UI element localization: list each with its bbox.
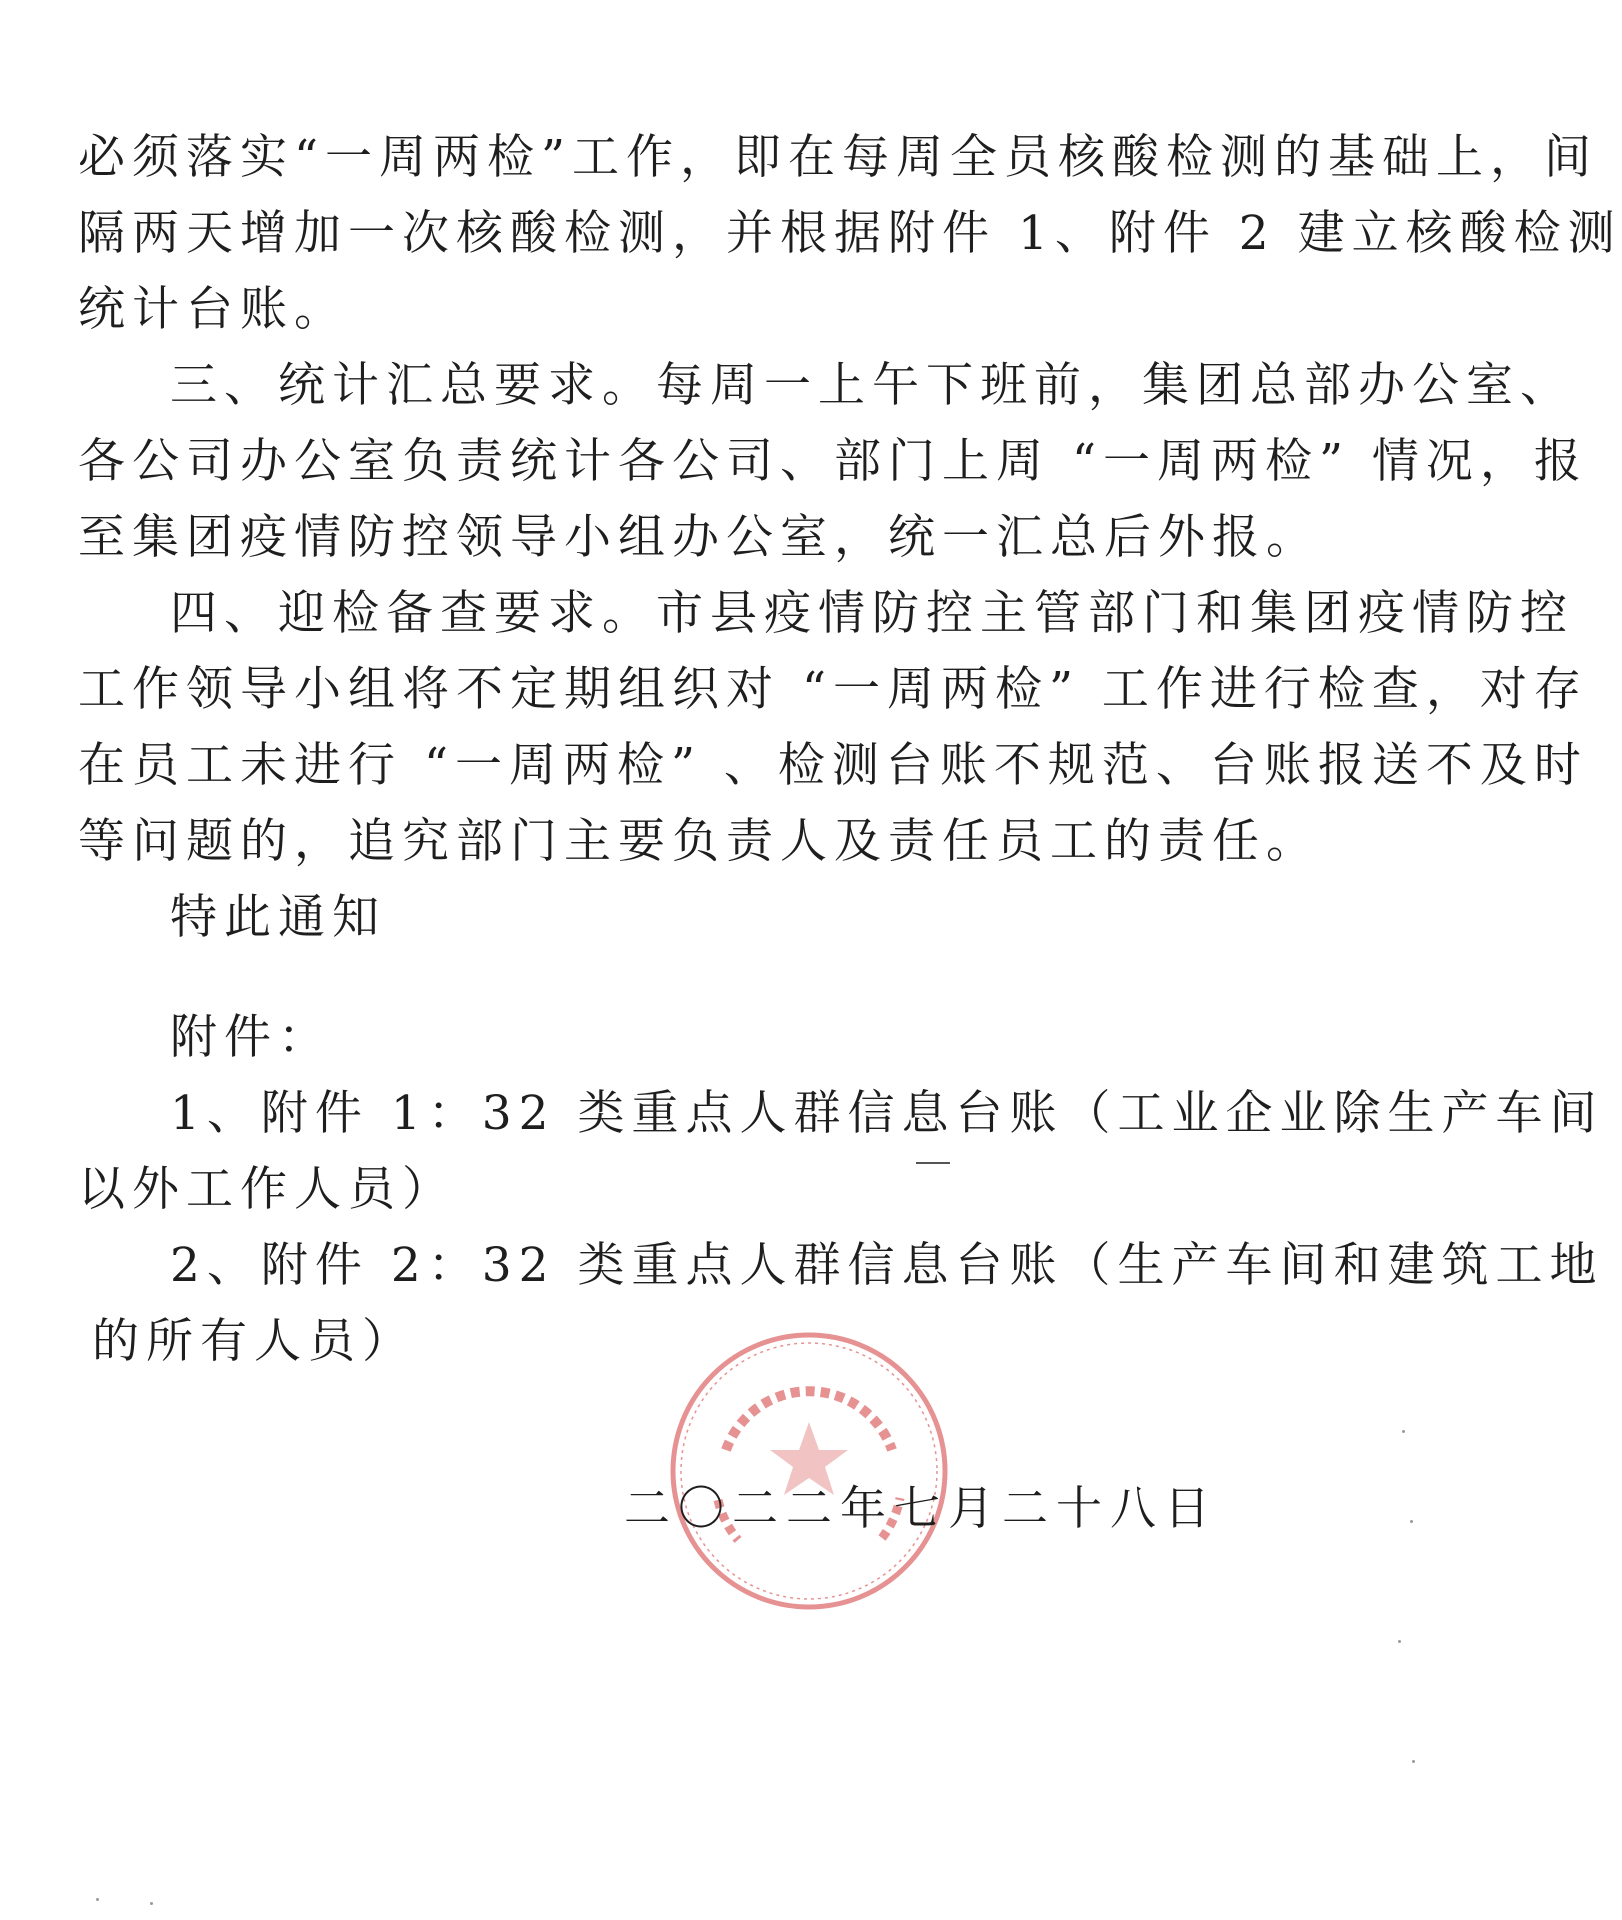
scan-speck xyxy=(96,1898,99,1901)
body-line-2: 隔两天增加一次核酸检测，并根据附件 1、附件 2 建立核酸检测 xyxy=(78,206,1622,261)
scan-speck xyxy=(1402,1430,1405,1433)
attachment-2-line-1: 2、附件 2：32 类重点人群信息台账（生产车间和建筑工地 xyxy=(170,1238,1604,1293)
section-4-line-1: 四、迎检备查要求。市县疫情防控主管部门和集团疫情防控 xyxy=(170,586,1574,641)
official-seal xyxy=(668,1330,950,1612)
section-3-line-1: 三、统计汇总要求。每周一上午下班前，集团总部办公室、 xyxy=(170,358,1574,413)
scan-speck xyxy=(150,1902,153,1905)
body-line-1: 必须落实“一周两检”工作，即在每周全员核酸检测的基础上，间 xyxy=(78,130,1599,185)
closing-line: 特此通知 xyxy=(170,890,386,945)
scan-speck xyxy=(1410,1520,1413,1523)
scan-speck xyxy=(1412,1760,1415,1763)
scan-mark xyxy=(916,1162,950,1164)
attachment-1-line-2: 以外工作人员） xyxy=(78,1162,456,1217)
body-line-3: 统计台账。 xyxy=(78,282,348,337)
section-4-line-2: 工作领导小组将不定期组织对 “一周两检” 工作进行检查，对存 xyxy=(78,662,1588,717)
scan-speck xyxy=(1398,1640,1401,1643)
section-3-line-2: 各公司办公室负责统计各公司、部门上周 “一周两检” 情况，报 xyxy=(78,434,1588,489)
attachment-1-line-1: 1、附件 1：32 类重点人群信息台账（工业企业除生产车间 xyxy=(170,1086,1604,1141)
section-4-line-4: 等问题的，追究部门主要负责人及责任员工的责任。 xyxy=(78,814,1320,869)
issue-date: 二〇二二年七月二十八日 xyxy=(624,1481,1218,1535)
attachment-2-line-2: 的所有人员） xyxy=(92,1314,416,1369)
section-4-line-3: 在员工未进行 “一周两检” 、检测台账不规范、台账报送不及时 xyxy=(78,738,1588,793)
section-3-line-3: 至集团疫情防控领导小组办公室，统一汇总后外报。 xyxy=(78,510,1320,565)
attachments-heading: 附件： xyxy=(170,1010,332,1065)
